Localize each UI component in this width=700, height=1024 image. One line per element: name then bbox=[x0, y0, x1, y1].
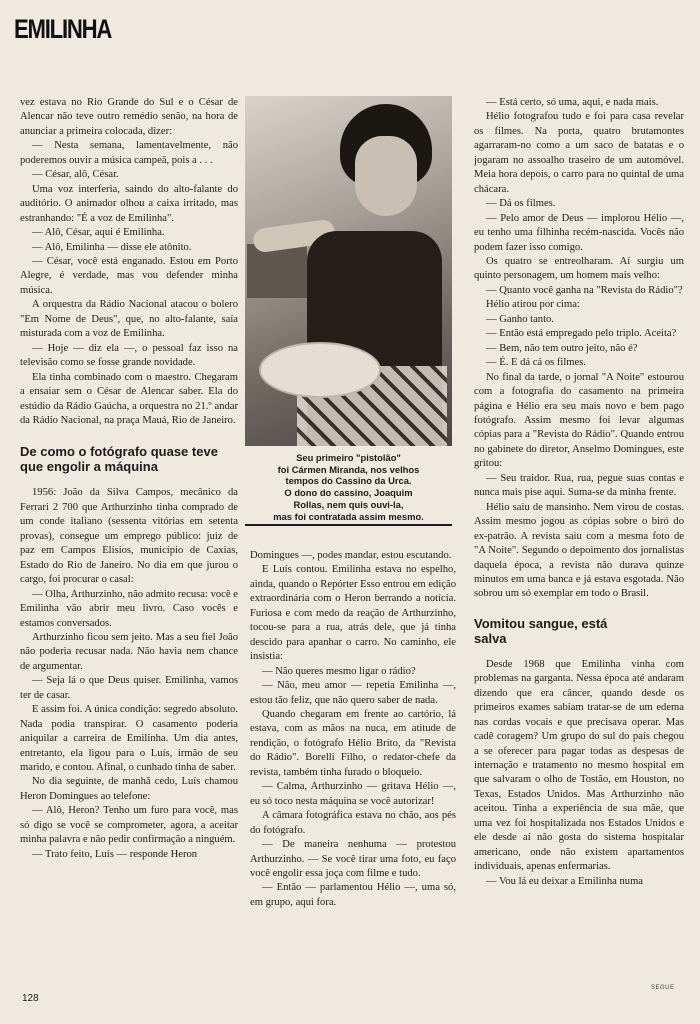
caption-line: Rollas, nem quis ouvi-la, bbox=[293, 498, 404, 510]
paragraph: A orquestra da Rádio Nacional atacou o bolero "Em Nome de Deus", que, no alto-falante, saía misturada com a voz de Emilinha. bbox=[20, 299, 238, 340]
paragraph: — Seu traidor. Rua, rua, pegue suas contas e nunca mais pise aqui. Suma-se da minha frente. bbox=[474, 472, 684, 499]
paragraph: — De maneira nenhuma — protestou Arthurzinho. — Se você tirar uma foto, eu faço você engolir essa joça com filme e tudo. bbox=[250, 839, 456, 879]
paragraph: — Seja lá o que Deus quiser. Emilinha, vamos ter de casar. bbox=[20, 675, 238, 701]
paragraph: — Nesta semana, lamentavelmente, não poderemos ouvir a música campeã, pois a . . . bbox=[20, 140, 238, 166]
column1-paragraphs bbox=[20, 96, 238, 428]
paragraph: Domingues —, podes mandar, estou escutando. bbox=[250, 550, 452, 561]
subheading-blood: Vomitou sangue, está salva bbox=[474, 615, 608, 646]
caption-line: foi Cármen Miranda, nos velhos bbox=[277, 463, 420, 475]
paragraph: — É. E dá cá os filmes. bbox=[486, 357, 587, 369]
caption-divider bbox=[245, 524, 452, 526]
column1-paragraphs-2 bbox=[20, 486, 238, 862]
paragraph: — Alô, Heron? Tenho um furo para você, mas só digo se você se comprometer, agora, a aceitar minha palavra e não pedir confirmação a ninguém. bbox=[20, 805, 238, 846]
caption-line: Seu primeiro "pistolão" bbox=[296, 452, 401, 463]
paragraph: — César, você está enganado. Estou em Porto Alegre, é verdade, mas vou defender minha música. bbox=[20, 255, 238, 296]
photo-emilinha bbox=[245, 96, 452, 446]
paragraph: — Alô, Emilinha — disse ele atônito. bbox=[32, 241, 192, 253]
paragraph: — Não, meu amor — repetia Emilinha —, estou tão feliz, que não quero saber de nada. bbox=[250, 680, 456, 706]
paragraph: — Hoje — diz ela —, o pessoal faz isso na televisão como se fosse grande novidade. bbox=[20, 342, 238, 369]
paragraph: Quando chegaram em frente ao cartório, lá estava, com as mãos na nuca, em atitude de rendição, o fotógrafo Hélio Brito, da "Revista do Rádio". Borelli Filho, o redator-chefe da revista, também tinha furado o bloqueio. bbox=[250, 708, 456, 778]
paragraph: — Não queres mesmo ligar o rádio? bbox=[262, 665, 416, 677]
subheading-photographer: De como o fotógrafo quase teve que engolir a máquina bbox=[20, 444, 218, 475]
paragraph: vez estava no Rio Grande do Sul e o César de Alencar não teve outro remédio senão, na hora de anunciar a primeira colocada, dizer: bbox=[20, 97, 238, 137]
paragraph: — Pelo amor de Deus — implorou Hélio —, eu tenho uma filhinha recém-nascida. Vocês não podem fazer isso comigo. bbox=[474, 212, 684, 253]
paragraph: No final da tarde, o jornal "A Noite" estourou com a fotografia do casamento na primeira página e Hélio era seu mais novo e bem pago fotógrafo. Assim mesmo foi levar algumas cópias para a "Revista do Rádio". Quando entrou no gabinete do diretor, Anselmo Domingues, este gritou: bbox=[474, 371, 684, 470]
paragraph: — Alô, César, aqui é Emilinha. bbox=[32, 227, 165, 239]
paragraph: — Olha, Arthurzinho, não admito recusa: você e Emilinha vão abrir meu livro. Caso vocês e estamos conversados. bbox=[20, 588, 238, 629]
paragraph: Hélio saiu de mansinho. Nem virou de costas. Assim mesmo jogou as cópias sobre o biró do ex-patrão. A revista saiu com a mesma foto de "A Noite". Segundo o depoimento dos jornalistas daquela época, a revista não durava quinze minutos em uma banca e já estava esgotada. Não sobrou um só exemplar em todo o Brasil. bbox=[474, 501, 684, 600]
column3-paragraphs bbox=[474, 96, 684, 602]
paragraph: E assim foi. A única condição: segredo absoluto. Nada podia transpirar. O casamento poderia aniquilar a carreira de Emilinha. Um dia antes, entretanto, ela ligou para o Luís, irmão de seu marido, e contou. Afinal, o cunhado tinha de saber. bbox=[20, 704, 238, 774]
paragraph: — Calma, Arthurzinho — gritava Hélio —, eu só toco nesta máquina se você autorizar! bbox=[250, 781, 456, 807]
continued-label: SEGUE bbox=[651, 985, 675, 991]
text-column-3 bbox=[474, 96, 684, 889]
paragraph: — Então — parlamentou Hélio —, uma só, em grupo, aqui fora. bbox=[250, 882, 456, 908]
column3-paragraphs-2 bbox=[474, 658, 684, 889]
photo-caption bbox=[245, 452, 452, 522]
paragraph: 1956: João da Silva Campos, mecânico da Ferrari 2 700 que Arthurzinho tinha comprado de um conde italiano (sessenta vitórias em setenta provas), consegue um emprego público: juiz de paz em Campos Elísios, município de Caxias, Estado do Rio de Janeiro. No dia em que jurou o cargo, foi procurar o casal: bbox=[20, 487, 238, 586]
paragraph: Arthurzinho ficou sem jeito. Mas a seu fiel João não poderia recusar nada. Não havia nem chance de argumentar. bbox=[20, 631, 238, 672]
paragraph: Hélio atirou por cima: bbox=[486, 299, 580, 311]
text-column-1 bbox=[20, 96, 238, 862]
paragraph: — Dá os filmes. bbox=[486, 198, 556, 210]
caption-line: tempos do Cassino da Urca. bbox=[285, 475, 412, 487]
paragraph: Desde 1968 que Emilinha vinha com problemas na garganta. Nessa época até andaram dizendo que era câncer, quando desde os primeiros exames sabiam tratar-se de um edema nas cordas vocais e que precisava operar. Mas cadê coragem? Um grupo do sul do país chegou a se oferecer para pagar todas as despesas de internação e tratamento no mesmo hospital em que salvaram o olho de Tostão, em Houston, no Texas, Estados Unidos. Mas Arthurzinho não aceitou. Tinha a experiência de sua mãe, que uma vez foi hospitalizada nos Estados Unidos e ele desde aí não gosta do sistema hospitalar americano, onde não existem apartamentos individuais, apenas enfermarias. bbox=[474, 658, 684, 873]
caption-line: O dono do cassino, Joaquim bbox=[284, 487, 413, 499]
paragraph: Uma voz interferia, saindo do alto-falante do auditório. O animador olhou a caixa irritado, mas estranhando: "É a voz de Emilinha". bbox=[20, 183, 238, 224]
paragraph: Os quatro se entreolharam. Aí surgiu um quinto personagem, um homem mais velho: bbox=[474, 255, 684, 282]
paragraph: — Então está empregado pelo triplo. Aceita? bbox=[486, 328, 677, 340]
paragraph: — Bem, não tem outro jeito, não é? bbox=[486, 342, 638, 354]
paragraph: Ela tinha combinado com o maestro. Chegaram a ensaiar sem o César de Alencar saber. Ela do estúdio da Rádio Gaúcha, a orquestra no 21.º andar da Rádio Nacional, na praça Mauá, Rio de Janeiro. bbox=[20, 371, 238, 426]
paragraph: Hélio fotografou tudo e foi para casa revelar os filmes. Na porta, quatro brutamontes agarraram-no como a um saco de batatas e o jogaram no assoalho traseiro de um automóvel. Meia hora depois, o carro para no quintal de uma chácara. bbox=[474, 111, 684, 195]
paragraph: E Luís contou. Emilinha estava no espelho, ainda, quando o Repórter Esso entrou em edição extraordinária com o Heron berrando a notícia. Furiosa e com medo da reação de Arthurzinho, tocou-se para a rua, atrás dele, que já tinha descido para apanhar o carro. No caminho, ele insistia: bbox=[250, 564, 456, 663]
paragraph: No dia seguinte, de manhã cedo, Luís chamou Heron Domingues ao telefone: bbox=[20, 776, 238, 802]
caption-line: mas foi contratada assim mesmo. bbox=[273, 510, 424, 522]
text-column-2 bbox=[250, 549, 456, 910]
paragraph: — Trato feito, Luís — responde Heron bbox=[32, 848, 198, 860]
paragraph: — Ganho tanto. bbox=[486, 313, 554, 325]
paragraph: — Quanto você ganha na "Revista do Rádio"? bbox=[486, 284, 683, 296]
page-number: 128 bbox=[22, 993, 39, 1004]
paragraph: — Vou lá eu deixar a Emilinha numa bbox=[486, 875, 644, 887]
column2-paragraphs bbox=[250, 549, 456, 910]
page-title: EMILINHA bbox=[14, 14, 112, 44]
paragraph: — Está certo, só uma, aqui, e nada mais. bbox=[486, 97, 659, 108]
paragraph: A câmara fotográfica estava no chão, aos pés do fotógrafo. bbox=[250, 810, 456, 836]
paragraph: — César, alô, César. bbox=[32, 169, 119, 181]
